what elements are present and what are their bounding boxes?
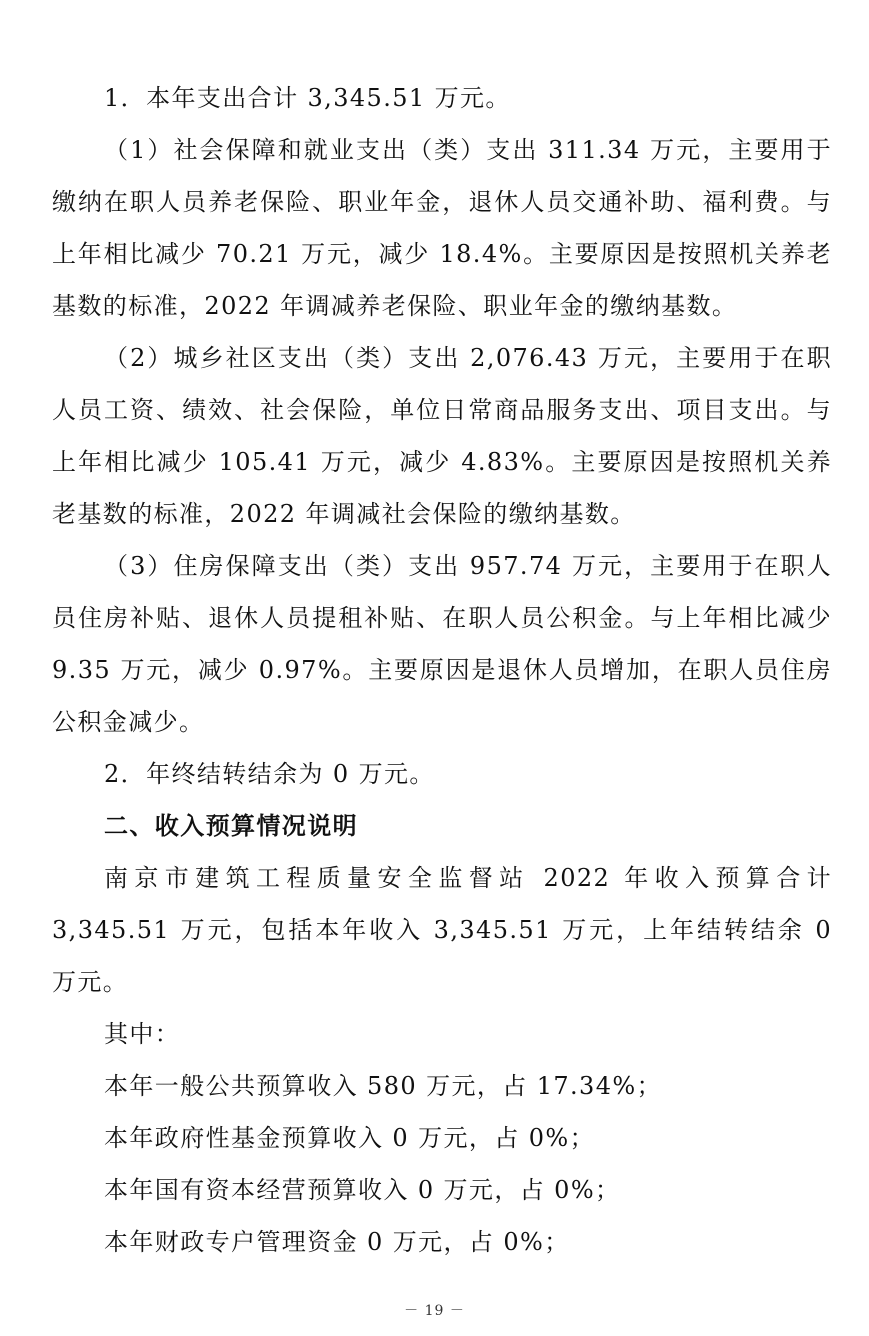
income-item-special-account: 本年财政专户管理资金 0 万元，占 0%； (104, 1228, 570, 1256)
year-end-balance-paragraph: 2．年终结转结余为 0 万元。 (104, 760, 435, 788)
social-security-expenditure-paragraph: （1）社会保障和就业支出（类）支出 311.34 万元，主要用于缴纳在职人员养老保险、职业年金，退休人员交通补助、福利费。与上年相比减少 70.21 万元，减少 18.4%。主要原因是按照机关养老基数的标准，2022 年调减养老保险、职业年金的缴纳基数。 (52, 136, 832, 320)
housing-expenditure-paragraph: （3）住房保障支出（类）支出 957.74 万元，主要用于在职人员住房补贴、退休人员提租补贴、在职人员公积金。与上年相比减少 9.35 万元，减少 0.97%。主要原因是退休人员增加，在职人员住房公积金减少。 (52, 552, 832, 736)
section-heading: 二、收入预算情况说明 (104, 812, 358, 840)
page-number: － 19 － (404, 1303, 465, 1319)
total-expenditure-paragraph: 1．本年支出合计 3,345.51 万元。 (104, 84, 511, 112)
among-label: 其中： (104, 1020, 181, 1048)
document-body (52, 72, 832, 1268)
income-item-state-capital: 本年国有资本经营预算收入 0 万元，占 0%； (104, 1176, 621, 1204)
urban-rural-expenditure-paragraph: （2）城乡社区支出（类）支出 2,076.43 万元，主要用于在职人员工资、绩效、社会保险，单位日常商品服务支出、项目支出。与上年相比减少 105.41 万元，减少 4.83%。主要原因是按照机关养老基数的标准，2022 年调减社会保险的缴纳基数。 (52, 344, 832, 528)
income-item-government-fund: 本年政府性基金预算收入 0 万元，占 0%； (104, 1124, 596, 1152)
income-item-general-budget: 本年一般公共预算收入 580 万元，占 17.34%； (104, 1072, 663, 1100)
income-budget-paragraph: 南京市建筑工程质量安全监督站 2022 年收入预算合计 3,345.51 万元，包括本年收入 3,345.51 万元，上年结转结余 0 万元。 (52, 864, 832, 996)
